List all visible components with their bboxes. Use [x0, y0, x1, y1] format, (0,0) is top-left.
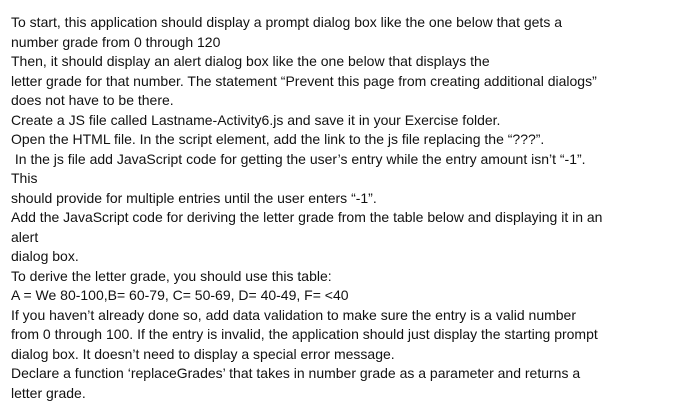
text-line: letter grade for that number. The statement “Prevent this page from creating additional dialogs”	[11, 72, 681, 92]
text-line: Declare a function ‘replaceGrades’ that takes in number grade as a parameter and returns a	[11, 364, 681, 384]
text-line: To derive the letter grade, you should use this table:	[11, 267, 681, 287]
text-line: Create a JS file called Lastname-Activity6.js and save it in your Exercise folder.	[11, 111, 681, 131]
text-line: In the js file add JavaScript code for getting the user’s entry while the entry amount isn’t “-1”.	[11, 150, 681, 170]
text-line: Add the JavaScript code for deriving the letter grade from the table below and displaying it in an	[11, 208, 681, 228]
text-line: This	[11, 169, 681, 189]
text-line: If you haven’t already done so, add data validation to make sure the entry is a valid number	[11, 306, 681, 326]
text-line: dialog box.	[11, 247, 681, 267]
text-line: number grade from 0 through 120	[11, 33, 681, 53]
text-line: alert	[11, 228, 681, 248]
document-body	[11, 13, 681, 403]
text-line: dialog box. It doesn’t need to display a special error message.	[11, 345, 681, 365]
text-line: To start, this application should display a prompt dialog box like the one below that gets a	[11, 13, 681, 33]
text-line: should provide for multiple entries until the user enters “-1”.	[11, 189, 681, 209]
grade-table-line: A = We 80-100,B= 60-79, C= 50-69, D= 40-49, F= <40	[11, 286, 681, 306]
text-line: does not have to be there.	[11, 91, 681, 111]
text-line: Open the HTML file. In the script element, add the link to the js file replacing the “???”.	[11, 130, 681, 150]
text-line: from 0 through 100. If the entry is invalid, the application should just display the starting prompt	[11, 325, 681, 345]
text-line: letter grade.	[11, 384, 681, 403]
text-line: Then, it should display an alert dialog box like the one below that displays the	[11, 52, 681, 72]
